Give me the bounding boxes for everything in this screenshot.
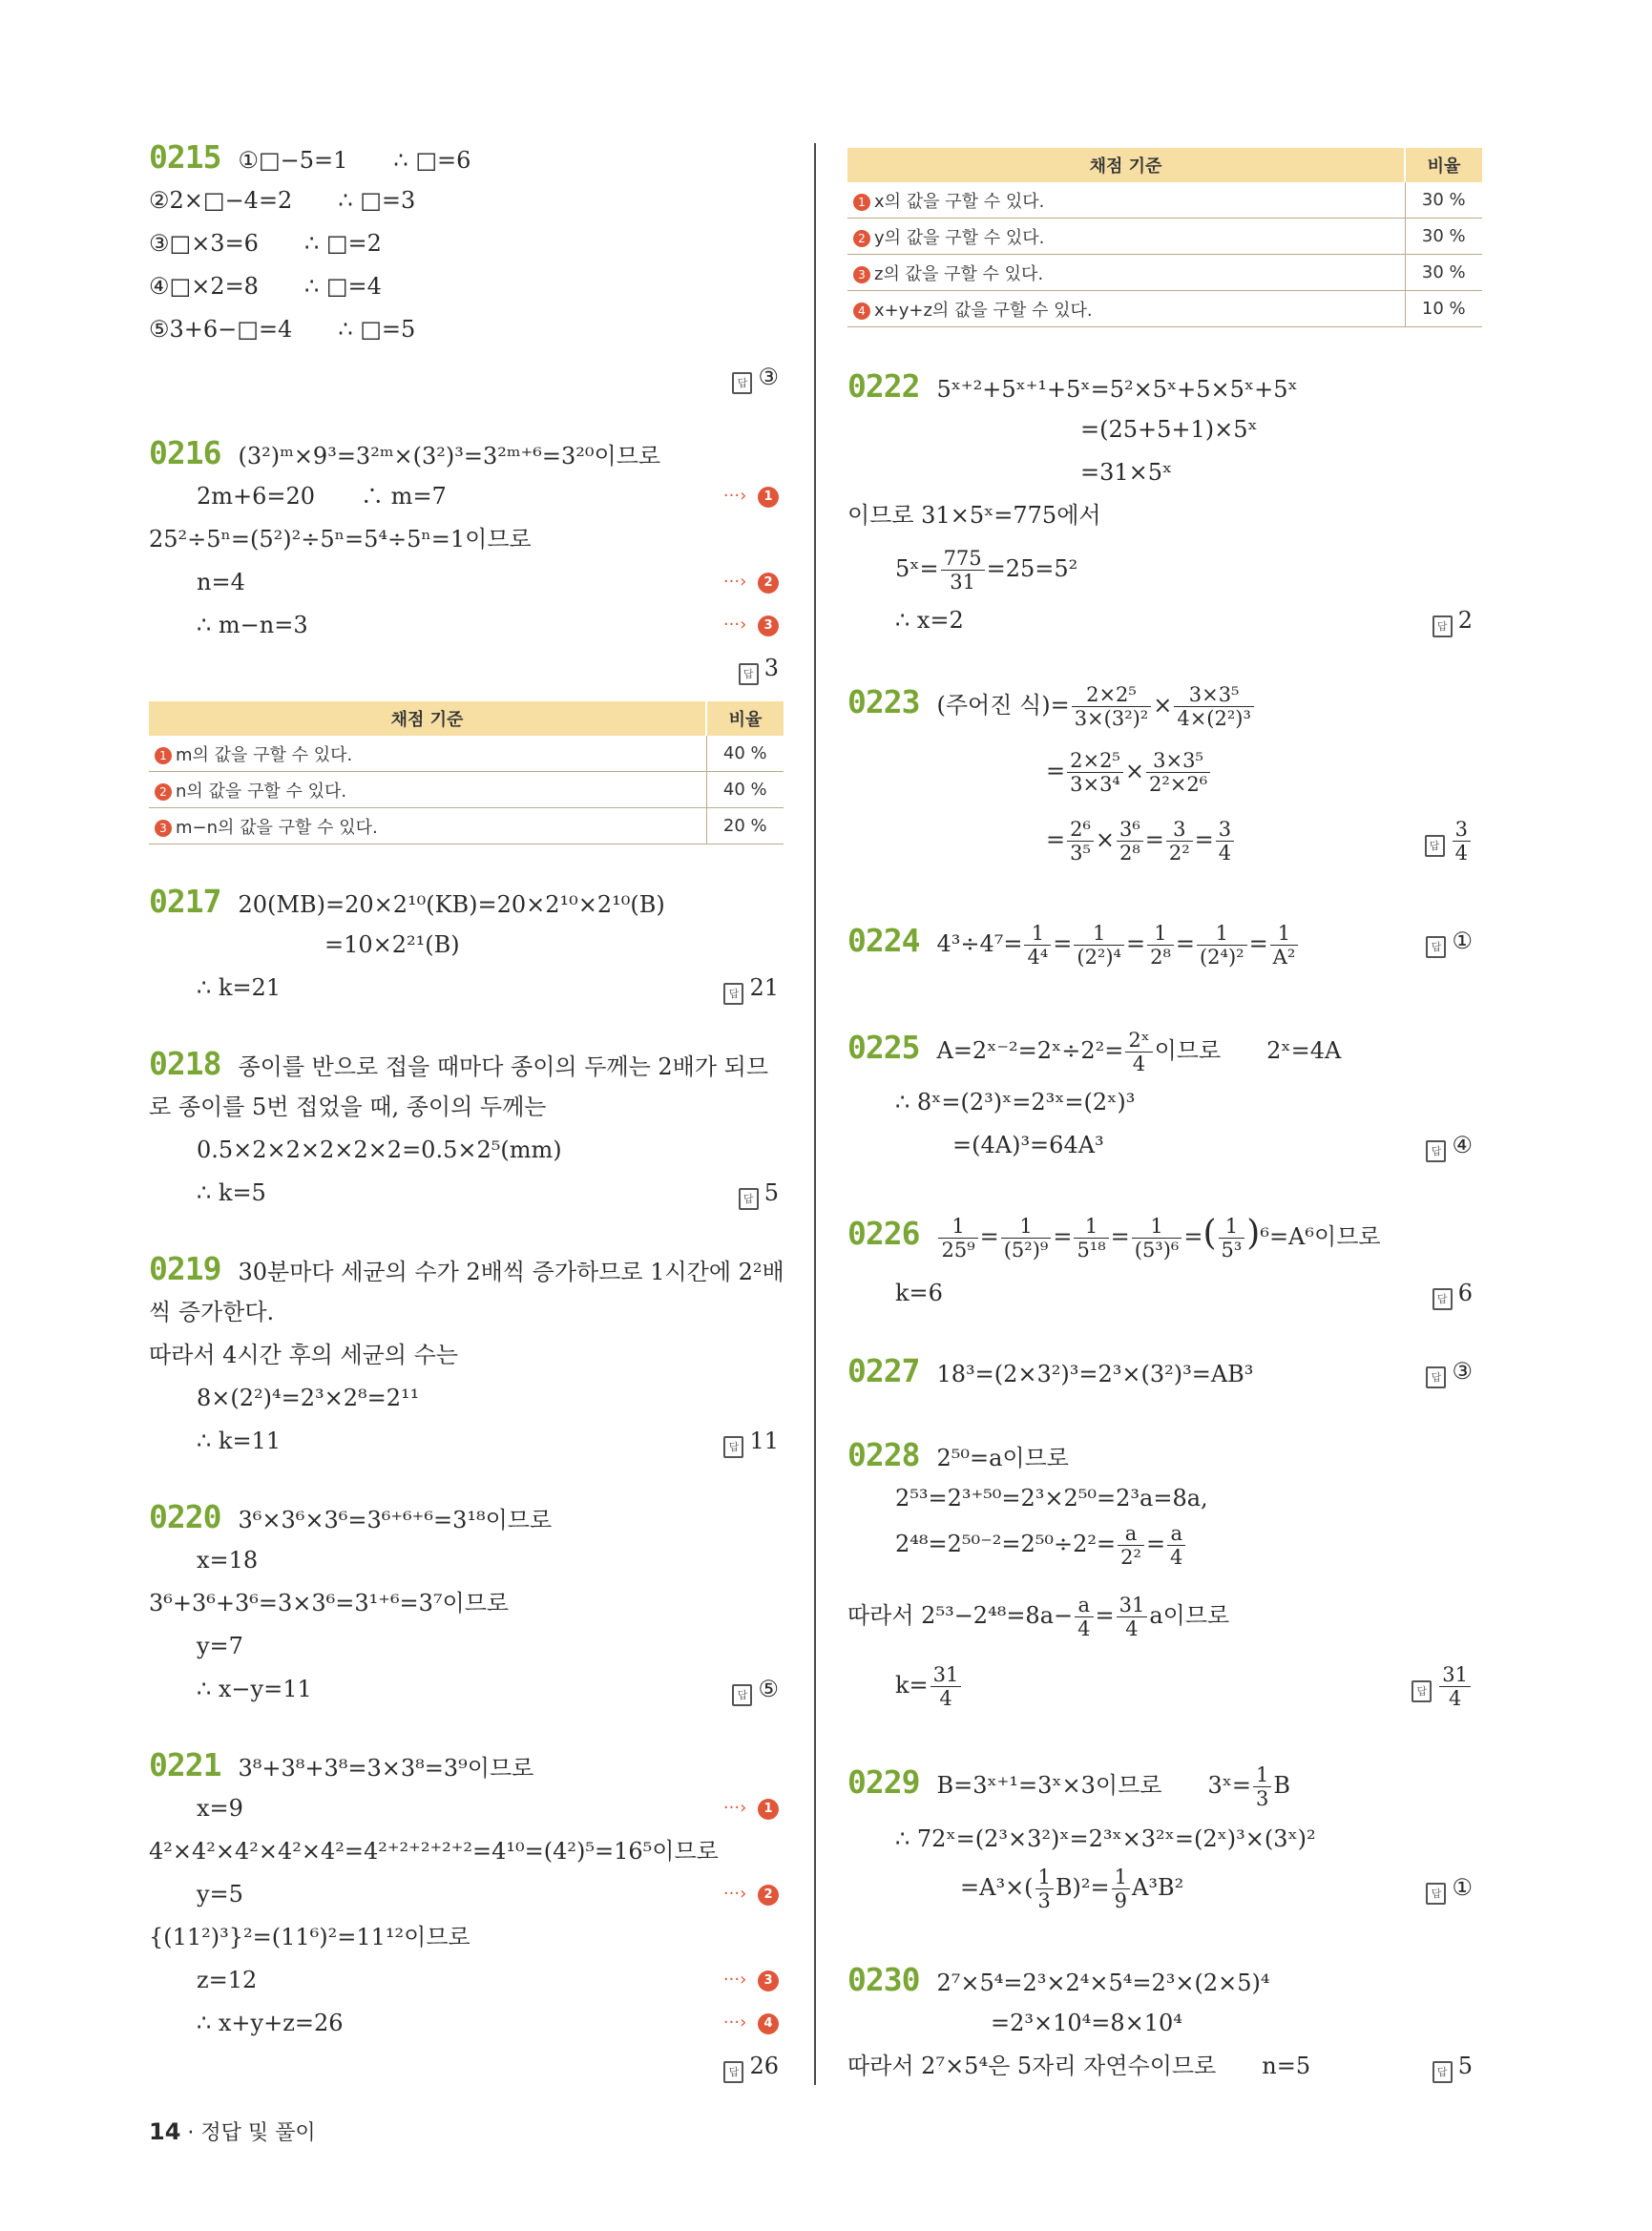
problem-0218-line4: ∴ k=5	[197, 1179, 266, 1206]
problem-0220-line3: 3⁶+3⁶+3⁶=3×3⁶=3¹⁺⁶=3⁷이므로	[149, 1590, 510, 1616]
problem-0221-line2: x=9	[197, 1795, 243, 1822]
problem-0229-line3: =A³×( $\frac{1}{3}$ B)²= $\frac{1}{9}$ A³B²	[960, 1866, 1184, 1912]
page-number: 14	[149, 2118, 181, 2145]
answer-0216: 답 3	[739, 654, 779, 685]
answer-0223: 답 $\frac{3}{4}$	[1425, 813, 1473, 866]
problem-0222-line6: ∴ x=2	[895, 607, 964, 634]
problem-0217-line2: =10×2²¹(B)	[324, 931, 460, 958]
problem-0219-line2: 씩 증가한다.	[149, 1299, 275, 1325]
problem-0220-line2: x=18	[197, 1547, 259, 1574]
problem-0216-line2: 2m+6=20 ∴ m=7	[197, 483, 447, 510]
step-marker-3: ···› 3	[723, 1966, 779, 1994]
answer-0215: 답 ③	[732, 363, 779, 394]
problem-0229-line2: ∴ 72ˣ=(2³×3²)ˣ=2³ˣ×3²ˣ=(2ˣ)³×(3ˣ)²	[895, 1825, 1316, 1852]
fraction: $\frac{1}{\text{(2⁴)²}}$	[1197, 922, 1247, 969]
fraction: $\frac{1}{\text{4⁴}}$	[1024, 922, 1051, 969]
fraction: $\frac{a}{4}$	[1075, 1594, 1093, 1640]
step-marker-4: ···› 4	[723, 2009, 779, 2037]
problem-number: 0226	[847, 1215, 920, 1252]
fraction: $\frac{1}{9}$	[1112, 1866, 1130, 1912]
answer-icon: 답	[739, 1188, 759, 1210]
fraction: $\frac{3}{4}$	[1216, 818, 1234, 865]
problem-0222-line4: 이므로 31×5ˣ=775에서	[847, 502, 1101, 529]
problem-0220-line4: y=7	[197, 1633, 243, 1659]
answer-icon: 답	[732, 1684, 752, 1706]
step-marker-1: ···› 1	[723, 1794, 779, 1823]
fraction: $\frac{1}{\text{5³}}$	[1219, 1215, 1245, 1261]
problem-0216-line3: 25²÷5ⁿ=(5²)²÷5ⁿ=5⁴÷5ⁿ=1이므로	[149, 526, 532, 553]
fraction: $\frac{3}{\text{2²}}$	[1166, 818, 1193, 865]
step-marker-2: ···› 2	[723, 1880, 779, 1908]
problem-0225-line1: 0225 A=2ˣ⁻²=2ˣ÷2²= $\frac{\text{2ˣ}}{4}$ 이므로 2ˣ=4A	[847, 1029, 1342, 1075]
fraction: $\frac{1}{\text{(2²)⁴}}$	[1074, 922, 1124, 969]
problem-number: 0217	[149, 883, 221, 920]
problem-0222-line1: 0222 5ˣ⁺²+5ˣ⁺¹+5ˣ=5²×5ˣ+5×5ˣ+5ˣ	[847, 367, 1298, 405]
fraction: $\frac{a}{4}$	[1167, 1522, 1185, 1569]
step-marker-2: ···› 2	[723, 568, 779, 596]
problem-number: 0220	[149, 1498, 221, 1535]
table-row: 3 z의 값을 구할 수 있다. 30 %	[847, 255, 1482, 291]
problem-0216-line4: n=4	[197, 569, 245, 595]
answer-0220: 답 ⑤	[732, 1675, 779, 1706]
problem-0222-line2: =(25+5+1)×5ˣ	[1080, 416, 1258, 443]
answer-0227: 답 ③	[1426, 1357, 1473, 1388]
problem-number: 0222	[847, 367, 920, 405]
problem-0217-line3: ∴ k=21	[197, 974, 282, 1001]
problem-number: 0228	[847, 1436, 920, 1473]
fraction: $\frac{775}{31}$	[941, 547, 985, 594]
problem-0218-line3: 0.5×2×2×2×2×2=0.5×2⁵(mm)	[197, 1136, 562, 1163]
footer-label: 정답 및 풀이	[200, 2121, 316, 2145]
problem-0219-line4: 8×(2²)⁴=2³×2⁸=2¹¹	[197, 1385, 420, 1411]
answer-icon: 답	[1426, 936, 1446, 958]
answer-icon: 답	[1426, 1140, 1446, 1162]
answer-icon: 답	[1412, 1680, 1432, 1702]
problem-0215-line3: ③□×3=6 ∴ □=2	[149, 230, 382, 257]
answer-0217: 답 21	[723, 973, 779, 1005]
column-divider	[814, 143, 816, 2085]
answer-0229: 답 ①	[1426, 1873, 1473, 1905]
answer-0225: 답 ④	[1426, 1131, 1473, 1162]
problem-0221-line4: y=5	[197, 1881, 243, 1908]
fraction: $\frac{\text{2⁶}}{\text{3⁵}}$	[1067, 818, 1094, 865]
problem-0225-line2: ∴ 8ˣ=(2³)ˣ=2³ˣ=(2ˣ)³	[895, 1089, 1136, 1116]
problem-number: 0223	[847, 683, 920, 720]
problem-0230-line2: =2³×10⁴=8×10⁴	[991, 2010, 1182, 2036]
problem-0216-line5: ∴ m−n=3	[197, 612, 308, 638]
grading-table-0216	[149, 701, 784, 844]
problem-0216-line1: 0216 (3²)ᵐ×9³=3²ᵐ×(3²)³=3²ᵐ⁺⁶=3²⁰이므로	[149, 434, 661, 471]
problem-0226-line2: k=6	[895, 1280, 943, 1306]
table-row: 4 x+y+z의 값을 구할 수 있다. 10 %	[847, 291, 1482, 327]
problem-0223-line3: = $\frac{\text{2⁶}}{\text{3⁵}}$ × $\frac{\text{3⁶}}{\text{2⁸}}$ = $\frac{3}{\text{2²}}$ = $\frac{3}{4}$	[847, 813, 1236, 866]
problem-number: 0215	[149, 138, 221, 176]
grading-table-0221	[847, 148, 1482, 327]
problem-0218-line1: 0218 종이를 반으로 접을 때마다 종이의 두께는 2배가 되므	[149, 1045, 769, 1082]
problem-0221-line3: 4²×4²×4²×4²×4²=4²⁺²⁺²⁺²⁺²=4¹⁰=(4²)⁵=16⁵이므로	[149, 1838, 719, 1865]
answer-0228: 답 $\frac{31}{4}$	[1412, 1658, 1473, 1712]
problem-0228-line1: 0228 2⁵⁰=a이므로	[847, 1436, 1069, 1473]
problem-0228-line2: 2⁵³=2³⁺⁵⁰=2³×2⁵⁰=2³a=8a,	[895, 1485, 1208, 1512]
answer-0221: 답 26	[723, 2052, 779, 2083]
fraction: $\frac{1}{\text{25⁹}}$	[938, 1215, 977, 1261]
problem-0221-line1: 0221 3⁸+3⁸+3⁸=3×3⁸=3⁹이므로	[149, 1746, 534, 1783]
problem-number: 0230	[847, 1961, 920, 1998]
problem-0228-line3: 2⁴⁸=2⁵⁰⁻²=2⁵⁰÷2²= $\frac{a}{\text{2²}}$ = $\frac{a}{4}$	[847, 1517, 1187, 1571]
table-row: 2 y의 값을 구할 수 있다. 30 %	[847, 219, 1482, 255]
step-marker-3: ···› 3	[723, 611, 779, 639]
problem-0224-line1: 0224 4³÷4⁷= $\frac{1}{\text{4⁴}}$ = $\frac{1}{\text{(2²)⁴}}$ = $\frac{1}{\text{2⁸}}$ = $\frac{1}{\text{(2⁴)²}}$ = $\frac{1}{\text{A²}}$	[847, 914, 1300, 970]
fraction: $\frac{a}{\text{2²}}$	[1118, 1522, 1144, 1569]
answer-icon: 답	[1432, 615, 1453, 637]
table-header-criteria: 채점 기준	[847, 148, 1405, 182]
table-row: 1 x의 값을 구할 수 있다. 30 %	[847, 182, 1482, 219]
problem-number: 0224	[847, 922, 920, 959]
table-header-ratio: 비율	[706, 701, 784, 736]
answer-icon: 답	[1426, 1883, 1446, 1905]
problem-0215-line2: ②2×□−4=2 ∴ □=3	[149, 187, 416, 214]
problem-0228-line5: k= $\frac{31}{4}$	[847, 1658, 963, 1712]
fraction: $\frac{1}{3}$	[1253, 1763, 1271, 1810]
problem-0222-line5: 5ˣ= $\frac{775}{31}$ =25=5²	[895, 547, 1078, 594]
problem-0229-line1: 0229 B=3ˣ⁺¹=3ˣ×3이므로 3ˣ= $\frac{1}{3}$ B	[847, 1763, 1291, 1810]
answer-icon: 답	[739, 663, 759, 685]
table-row: 3 m−n의 값을 구할 수 있다. 20 %	[149, 808, 784, 844]
table-row: 2 n의 값을 구할 수 있다. 40 %	[149, 772, 784, 808]
problem-0219-line5: ∴ k=11	[197, 1428, 282, 1454]
problem-0221-line5: {(11²)³}²=(11⁶)²=11¹²이므로	[149, 1924, 471, 1950]
problem-0230-line3: 따라서 2⁷×5⁴은 5자리 자연수이므로 n=5	[847, 2053, 1311, 2079]
fraction: $\frac{1}{\text{2⁸}}$	[1147, 922, 1174, 969]
fraction: $\frac{\text{2ˣ}}{4}$	[1125, 1029, 1152, 1075]
table-header-ratio: 비율	[1405, 148, 1482, 182]
problem-number: 0216	[149, 434, 221, 471]
fraction: $\frac{31}{4}$	[1117, 1594, 1148, 1640]
fraction: $\frac{1}{\text{5¹⁸}}$	[1074, 1215, 1108, 1261]
fraction: $\frac{\text{3×3⁵}}{\text{2²×2⁶}}$	[1146, 749, 1210, 796]
answer-icon: 답	[1432, 1288, 1453, 1310]
fraction: $\frac{1}{3}$	[1035, 1866, 1054, 1912]
problem-0220-line5: ∴ x−y=11	[197, 1676, 312, 1702]
problem-0218-line2: 로 종이를 5번 접었을 때, 종이의 두께는	[149, 1094, 547, 1120]
answer-icon: 답	[1426, 1366, 1446, 1388]
step-marker-1: ···› 1	[723, 482, 779, 511]
problem-0215-line1: 0215 ①□−5=1 ∴ □=6	[149, 138, 471, 176]
problem-0221-line7: ∴ x+y+z=26	[197, 2010, 344, 2036]
answer-icon: 답	[1432, 2061, 1453, 2083]
problem-number: 0218	[149, 1045, 221, 1082]
problem-number: 0221	[149, 1746, 221, 1783]
problem-0223-line2: = $\frac{\text{2×2⁵}}{\text{3×3⁴}}$ × $\frac{\text{3×3⁵}}{\text{2²×2⁶}}$	[847, 744, 1212, 798]
problem-0226-line1: 0226 $\frac{1}{\text{25⁹}}$ = $\frac{1}{\text{(5²)⁹}}$ = $\frac{1}{\text{5¹⁸}}$ = $\frac{1}{\text{(5³)⁶}}$ =( $\frac{1}{\text{5³}}$ )⁶=A⁶이므로	[847, 1214, 1381, 1261]
answer-0218: 답 5	[739, 1178, 779, 1210]
answer-0219: 답 11	[723, 1427, 779, 1458]
answer-icon: 답	[723, 983, 743, 1005]
fraction: $\frac{1}{\text{(5³)⁶}}$	[1132, 1215, 1182, 1261]
problem-0225-line3: =(4A)³=64A³	[952, 1132, 1104, 1158]
fraction: $\frac{1}{\text{A²}}$	[1270, 922, 1299, 969]
answer-icon: 답	[732, 372, 752, 394]
table-row: 1 m의 값을 구할 수 있다. 40 %	[149, 736, 784, 772]
problem-0215-line4: ④□×2=8 ∴ □=4	[149, 273, 382, 300]
problem-0219-line1: 0219 30분마다 세균의 수가 2배씩 증가하므로 1시간에 2²배	[149, 1250, 784, 1287]
page-footer: 14 · 정답 및 풀이	[149, 2118, 316, 2145]
problem-number: 0227	[847, 1352, 920, 1389]
fraction: $\frac{1}{\text{(5²)⁹}}$	[1001, 1215, 1052, 1261]
problem-0217-line1: 0217 20(MB)=20×2¹⁰(KB)=20×2¹⁰×2¹⁰(B)	[149, 883, 665, 920]
answer-0226: 답 6	[1432, 1279, 1473, 1310]
problem-0228-line4: 따라서 2⁵³−2⁴⁸=8a− $\frac{a}{4}$ = $\frac{31}{4}$ a이므로	[847, 1594, 1230, 1640]
fraction: $\frac{\text{3×3⁵}}{\text{4×(2²)³}}$	[1174, 683, 1254, 730]
fraction: $\frac{31}{4}$	[931, 1663, 962, 1710]
problem-0220-line1: 0220 3⁶×3⁶×3⁶=3⁶⁺⁶⁺⁶=3¹⁸이므로	[149, 1498, 553, 1535]
answer-0222: 답 2	[1432, 606, 1473, 637]
answer-0224: 답 ①	[1426, 927, 1473, 958]
problem-0221-line6: z=12	[197, 1967, 258, 1993]
fraction: $\frac{\text{2×2⁵}}{\text{3×(3²)²}}$	[1072, 683, 1152, 730]
answer-icon: 답	[1425, 835, 1445, 857]
problem-0219-line3: 따라서 4시간 후의 세균의 수는	[149, 1342, 458, 1368]
problem-number: 0219	[149, 1250, 221, 1287]
problem-number: 0229	[847, 1763, 920, 1801]
answer-icon: 답	[723, 1436, 743, 1458]
fraction: $\frac{\text{2×2⁵}}{\text{3×3⁴}}$	[1067, 749, 1123, 796]
problem-0223-line1: 0223 (주어진 식)= $\frac{\text{2×2⁵}}{\text{3×(3²)²}}$ × $\frac{\text{3×3⁵}}{\text{4×(2²)³}}$	[847, 676, 1256, 732]
problem-0227-line1: 0227 18³=(2×3²)³=2³×(3²)³=AB³	[847, 1352, 1254, 1389]
table-header-criteria: 채점 기준	[149, 701, 706, 736]
problem-number: 0225	[847, 1029, 920, 1066]
problem-0222-line3: =31×5ˣ	[1080, 459, 1173, 486]
fraction: $\frac{\text{3⁶}}{\text{2⁸}}$	[1117, 818, 1143, 865]
problem-0230-line1: 0230 2⁷×5⁴=2³×2⁴×5⁴=2³×(2×5)⁴	[847, 1961, 1270, 1998]
problem-0215-line5: ⑤3+6−□=4 ∴ □=5	[149, 316, 416, 343]
answer-icon: 답	[723, 2061, 743, 2083]
answer-0230: 답 5	[1432, 2052, 1473, 2083]
